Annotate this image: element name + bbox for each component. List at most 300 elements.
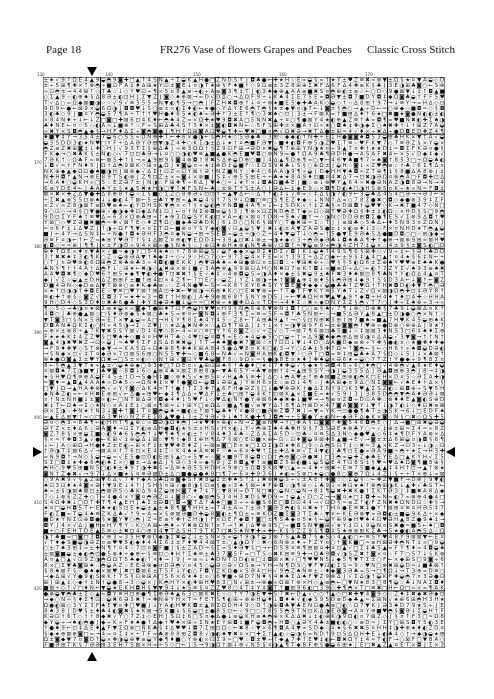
stitch-symbol: ← [55, 232, 60, 238]
stitch-symbol: D [337, 186, 341, 192]
stitch-symbol: ■ [256, 437, 261, 443]
stitch-symbol: ◘ [250, 77, 254, 83]
stitch-symbol: ♦ [95, 300, 100, 306]
stitch-symbol: Ə [176, 460, 180, 466]
stitch-symbol: ± [135, 460, 140, 466]
stitch-symbol: ≡ [325, 289, 330, 295]
stitch-symbol: ◘ [285, 408, 289, 415]
stitch-symbol: ≈ [319, 409, 324, 415]
stitch-symbol: ∆ [158, 146, 163, 152]
stitch-symbol: ▲ [84, 477, 89, 483]
stitch-symbol: ⊞ [72, 146, 77, 152]
stitch-symbol: 4 [216, 431, 220, 437]
stitch-symbol: 4 [435, 129, 439, 135]
stitch-symbol: § [337, 260, 340, 266]
stitch-symbol: ♥ [365, 323, 370, 329]
stitch-symbol: Y [359, 312, 364, 318]
stitch-symbol: E [239, 152, 243, 158]
stitch-symbol: ♠ [210, 272, 215, 278]
stitch-symbol: ∞ [204, 454, 209, 460]
stitch-symbol: 4 [188, 334, 192, 340]
stitch-symbol: ↑ [107, 272, 112, 278]
stitch-symbol: Ω [222, 323, 226, 329]
stitch-symbol: Y [428, 140, 433, 146]
stitch-symbol: D [141, 203, 145, 209]
stitch-symbol: ◓ [245, 306, 250, 312]
stitch-symbol: ‡ [154, 340, 157, 346]
stitch-symbol: Ə [159, 420, 163, 426]
stitch-symbol: A [429, 374, 433, 380]
stitch-symbol: ∞ [130, 243, 135, 249]
stitch-symbol: Σ [216, 392, 220, 398]
stitch-symbol: K [245, 414, 249, 420]
stitch-symbol: † [309, 203, 312, 209]
stitch-symbol: N [429, 180, 433, 186]
stitch-symbol: ◓ [279, 414, 284, 420]
stitch-symbol: ◐ [187, 294, 192, 300]
stitch-symbol: ⊡ [262, 163, 267, 169]
stitch-symbol: ÷ [394, 249, 399, 255]
stitch-symbol: ◐ [118, 197, 123, 203]
stitch-symbol: → [400, 443, 405, 449]
stitch-symbol: ▼ [262, 403, 267, 409]
stitch-symbol: ☆ [221, 272, 226, 278]
stitch-symbol: Y [256, 294, 261, 300]
stitch-symbol: ◙ [187, 380, 192, 386]
stitch-symbol: K [142, 283, 146, 289]
stitch-symbol: A [101, 414, 105, 420]
stitch-symbol: ◑ [61, 340, 66, 346]
stitch-symbol: ♣ [78, 157, 83, 163]
stitch-symbol: ★ [210, 117, 215, 123]
stitch-symbol: × [61, 192, 66, 198]
stitch-symbol: ○ [308, 306, 313, 312]
stitch-symbol: T [164, 272, 169, 278]
stitch-symbol: S [216, 175, 220, 181]
stitch-symbol: 8 [371, 272, 375, 278]
stitch-symbol: ⊠ [250, 214, 255, 220]
stitch-symbol: ◘ [239, 271, 243, 278]
stitch-symbol: ↓ [153, 431, 158, 437]
stitch-symbol: ⊠ [153, 243, 158, 249]
stitch-symbol: § [119, 329, 122, 335]
stitch-symbol: 5 [239, 175, 242, 181]
stitch-symbol: T [313, 129, 318, 135]
stitch-symbol: Ə [49, 449, 53, 455]
stitch-symbol: T [89, 346, 94, 352]
stitch-symbol: Z [170, 169, 174, 175]
stitch-symbol: ▼ [90, 249, 95, 255]
stitch-symbol: ⊕ [302, 83, 307, 89]
stitch-symbol: ◘ [256, 465, 260, 472]
stitch-symbol: □ [216, 471, 221, 477]
stitch-symbol: Σ [56, 409, 60, 415]
stitch-symbol: ★ [279, 175, 284, 181]
stitch-symbol: ÷ [135, 129, 140, 135]
stitch-symbol: J [159, 323, 162, 329]
stitch-symbol: 6 [119, 300, 123, 306]
stitch-symbol: ↓ [319, 266, 324, 272]
stitch-symbol: ★ [239, 180, 244, 186]
stitch-symbol: ☆ [118, 266, 123, 272]
stitch-symbol: ÷ [107, 323, 112, 329]
stitch-symbol: Y [325, 409, 330, 415]
stitch-symbol: ◒ [222, 209, 227, 215]
stitch-symbol: † [263, 323, 266, 329]
stitch-symbol: J [417, 369, 420, 375]
stitch-symbol: ☆ [394, 209, 399, 215]
stitch-symbol: J [136, 300, 139, 306]
stitch-symbol: ← [354, 192, 359, 198]
stitch-symbol: ◙ [43, 431, 48, 437]
stitch-symbol: ◆ [440, 340, 445, 346]
stitch-symbol: 3 [297, 112, 300, 118]
stitch-symbol: ♥ [130, 340, 135, 346]
stitch-symbol: F [314, 323, 317, 329]
stitch-symbol: 8 [245, 346, 249, 352]
stitch-symbol: ◐ [101, 420, 106, 426]
stitch-symbol: ♥ [279, 466, 284, 472]
stitch-symbol: 9 [228, 466, 232, 472]
stitch-symbol: ♠ [267, 89, 272, 95]
stitch-symbol: ⊗ [377, 186, 382, 192]
stitch-symbol: 7 [291, 409, 294, 415]
stitch-symbol: ∞ [296, 466, 301, 472]
stitch-symbol: ♠ [325, 380, 330, 386]
stitch-symbol: ☆ [325, 260, 330, 266]
stitch-symbol: ▼ [222, 369, 227, 375]
stitch-symbol: □ [250, 443, 255, 449]
stitch-symbol: ★ [141, 312, 146, 318]
stitch-symbol: 8 [176, 89, 180, 95]
stitch-symbol: ✚ [250, 471, 255, 477]
stitch-symbol: ± [302, 374, 307, 380]
stitch-symbol: H [164, 334, 168, 340]
stitch-symbol: ▼ [268, 306, 273, 312]
stitch-symbol: ▲ [187, 197, 192, 203]
stitch-symbol: D [411, 477, 415, 483]
stitch-symbol: E [291, 283, 295, 289]
stitch-symbol: Y [118, 386, 123, 392]
stitch-symbol: × [101, 243, 106, 249]
stitch-symbol: ⊕ [227, 157, 232, 163]
stitch-symbol: † [148, 254, 151, 260]
stitch-symbol: ⊡ [49, 483, 54, 489]
stitch-symbol: ◓ [359, 300, 364, 306]
stitch-symbol: ★ [411, 340, 416, 346]
stitch-symbol: Σ [308, 83, 312, 89]
stitch-symbol: ◑ [78, 306, 83, 312]
stitch-symbol: ⊕ [354, 471, 359, 477]
stitch-symbol: D [50, 214, 54, 220]
stitch-symbol: ■ [330, 374, 335, 380]
stitch-symbol: ¶ [262, 414, 265, 420]
stitch-symbol: Z [389, 266, 393, 272]
stitch-symbol: ♦ [388, 220, 393, 226]
stitch-symbol: † [177, 437, 180, 443]
stitch-symbol: ← [170, 226, 175, 232]
stitch-symbol: ✖ [210, 157, 215, 163]
stitch-symbol: ⊞ [147, 214, 152, 220]
stitch-symbol: ⊡ [365, 397, 370, 403]
stitch-symbol: ◙ [216, 454, 221, 460]
stitch-symbol: ◙ [175, 83, 180, 89]
stitch-symbol: ∆ [319, 443, 324, 449]
stitch-symbol: ↑ [239, 294, 244, 300]
stitch-symbol: † [56, 471, 59, 477]
stitch-symbol: ⊠ [153, 471, 158, 477]
stitch-symbol: ⊞ [84, 89, 89, 95]
stitch-symbol: 7 [337, 192, 340, 198]
stitch-symbol: ◘ [440, 105, 444, 112]
stitch-symbol: ♣ [285, 163, 290, 169]
stitch-symbol: D [291, 203, 295, 209]
stitch-symbol: S [113, 157, 117, 163]
stitch-symbol: ← [222, 254, 227, 260]
stitch-symbol: ÷ [44, 197, 49, 203]
stitch-symbol: ♠ [181, 243, 186, 249]
stitch-symbol: 9 [61, 466, 65, 472]
stitch-symbol: ▲ [78, 380, 83, 386]
stitch-symbol: § [263, 220, 266, 226]
stitch-symbol: A [297, 89, 301, 95]
stitch-symbol: 5 [56, 83, 59, 89]
stitch-symbol: ☆ [319, 220, 324, 226]
stitch-symbol: † [303, 386, 306, 392]
stitch-symbol: ¶ [245, 209, 248, 215]
stitch-symbol: ▼ [113, 289, 118, 295]
stitch-symbol: 6 [406, 409, 410, 415]
stitch-symbol: × [411, 135, 416, 141]
stitch-symbol: ✖ [388, 123, 393, 129]
stitch-symbol: F [211, 392, 214, 398]
stitch-symbol: ¤ [199, 203, 203, 209]
stitch-symbol: S [331, 443, 335, 449]
stitch-symbol: ✚ [124, 334, 129, 340]
stitch-symbol: ★ [422, 363, 427, 369]
stitch-symbol: ‡ [389, 466, 392, 472]
stitch-symbol: ■ [49, 135, 54, 141]
stitch-symbol: ⊕ [181, 312, 186, 318]
stitch-symbol: ★ [112, 306, 117, 312]
stitch-symbol: ♦ [273, 272, 278, 278]
stitch-symbol: ± [273, 380, 278, 386]
stitch-symbol: ≡ [336, 352, 341, 358]
stitch-symbol: Y [124, 386, 129, 392]
stitch-symbol: ▼ [170, 380, 175, 386]
stitch-symbol: ≈ [285, 152, 290, 158]
stitch-symbol: K [297, 386, 301, 392]
stitch-symbol: ‡ [389, 146, 392, 152]
stitch-symbol: ⊠ [78, 106, 83, 112]
stitch-symbol: ⊡ [285, 340, 290, 346]
stitch-symbol: × [262, 437, 267, 443]
stitch-symbol: ← [181, 289, 186, 295]
stitch-symbol: ‡ [62, 135, 65, 141]
stitch-symbol: † [171, 294, 174, 300]
stitch-symbol: N [44, 169, 48, 175]
stitch-symbol: ♠ [365, 232, 370, 238]
stitch-symbol: E [199, 272, 203, 278]
stitch-symbol: 4 [280, 426, 284, 432]
stitch-symbol: ¤ [50, 420, 54, 426]
stitch-symbol: ✚ [118, 157, 123, 163]
stitch-symbol: ∞ [308, 157, 313, 163]
stitch-symbol: T [147, 306, 152, 312]
stitch-symbol: ∞ [118, 460, 123, 466]
stitch-symbol: ▲ [72, 386, 77, 392]
stitch-symbol: D [417, 129, 421, 135]
stitch-symbol: ✚ [130, 209, 135, 215]
stitch-symbol: H [440, 386, 444, 392]
stitch-symbol: H [107, 146, 111, 152]
stitch-symbol: ∞ [342, 197, 347, 203]
stitch-symbol: □ [239, 289, 244, 295]
stitch-symbol: ○ [176, 192, 181, 198]
stitch-symbol: Ə [325, 237, 329, 243]
stitch-symbol: J [113, 340, 116, 346]
stitch-symbol: D [365, 306, 369, 312]
stitch-symbol: Σ [412, 426, 416, 432]
stitch-symbol: J [96, 226, 99, 232]
stitch-symbol: ◙ [290, 454, 295, 460]
stitch-symbol: → [72, 232, 77, 238]
stitch-symbol: § [171, 157, 174, 163]
stitch-symbol: ♠ [434, 117, 439, 123]
stitch-symbol: × [222, 454, 227, 460]
stitch-symbol: 3 [366, 392, 369, 398]
stitch-symbol: F [366, 140, 369, 146]
stitch-symbol: Z [84, 334, 88, 340]
stitch-symbol: ≈ [227, 232, 232, 238]
stitch-symbol: Σ [406, 214, 410, 220]
stitch-symbol: Z [84, 340, 88, 346]
stitch-symbol: ‡ [165, 254, 168, 260]
stitch-symbol: ∞ [331, 352, 336, 358]
stitch-symbol: ◒ [245, 272, 250, 278]
stitch-symbol: ∞ [170, 106, 175, 112]
stitch-symbol: ± [319, 414, 324, 420]
stitch-symbol: ◆ [61, 169, 66, 175]
stitch-symbol: ¤ [84, 112, 88, 118]
stitch-symbol: ✚ [423, 117, 428, 123]
stitch-symbol: Ə [44, 409, 48, 415]
stitch-symbol: ⊗ [95, 386, 100, 392]
stitch-symbol: Σ [165, 192, 169, 198]
stitch-symbol: 9 [234, 266, 238, 272]
stitch-symbol: K [188, 260, 192, 266]
stitch-symbol: 5 [90, 163, 93, 169]
stitch-symbol: S [199, 466, 203, 472]
stitch-symbol: ∆ [416, 323, 421, 329]
stitch-symbol: Σ [142, 95, 146, 101]
stitch-symbol: ♥ [365, 431, 370, 437]
stitch-symbol: → [245, 146, 250, 152]
stitch-symbol: ÷ [113, 226, 118, 232]
stitch-symbol: Σ [435, 357, 439, 363]
stitch-symbol: ✖ [296, 220, 301, 226]
chart-grid [43, 77, 445, 648]
stitch-symbol: × [216, 306, 221, 312]
stitch-symbol: ◆ [101, 352, 106, 358]
stitch-symbol: ○ [325, 254, 330, 260]
stitch-symbol: ∆ [100, 192, 105, 198]
stitch-symbol: ♥ [95, 272, 100, 278]
stitch-symbol: N [251, 220, 255, 226]
stitch-symbol: 8 [337, 471, 341, 477]
stitch-symbol: ◑ [78, 203, 83, 209]
stitch-symbol: ¶ [165, 431, 168, 437]
stitch-symbol: Y [66, 232, 71, 238]
stitch-symbol: ✚ [67, 192, 72, 198]
stitch-symbol: ✚ [371, 249, 376, 255]
stitch-symbol: ◘ [406, 179, 410, 186]
stitch-symbol: S [44, 460, 48, 466]
stitch-symbol: ♦ [147, 220, 152, 226]
stitch-symbol: ◇ [216, 254, 221, 260]
stitch-symbol: ◓ [170, 203, 175, 209]
stitch-symbol: ◒ [44, 140, 49, 146]
stitch-symbol: ≈ [423, 426, 428, 432]
stitch-symbol: ♠ [204, 471, 209, 477]
stitch-symbol: F [429, 186, 432, 192]
stitch-symbol: ◑ [107, 226, 112, 232]
stitch-symbol: ← [61, 106, 66, 112]
stitch-symbol: F [234, 146, 237, 152]
stitch-symbol: ♠ [49, 357, 54, 363]
stitch-symbol: ✖ [107, 357, 112, 363]
stitch-symbol: ▲ [365, 312, 370, 318]
stitch-symbol: § [136, 340, 139, 346]
stitch-symbol: 7 [291, 266, 294, 272]
stitch-symbol: ÷ [417, 386, 422, 392]
stitch-symbol: ● [164, 243, 169, 249]
stitch-symbol: S [239, 135, 243, 141]
stitch-symbol: ♦ [130, 477, 135, 483]
stitch-symbol: Z [61, 392, 65, 398]
column-number: 140 [105, 72, 113, 77]
stitch-symbol: ☆ [135, 192, 140, 198]
stitch-symbol: ● [112, 209, 117, 215]
stitch-symbol: F [44, 152, 47, 158]
stitch-symbol: 4 [90, 135, 94, 141]
stitch-symbol: A [199, 449, 203, 455]
stitch-symbol: ◓ [285, 209, 290, 215]
stitch-symbol: ▲ [434, 89, 439, 95]
stitch-symbol: ♣ [107, 89, 112, 95]
stitch-symbol: ◑ [262, 272, 267, 278]
stitch-symbol: ← [204, 443, 209, 449]
stitch-symbol: ♦ [382, 329, 387, 335]
stitch-symbol: ◆ [147, 283, 152, 289]
stitch-symbol: ± [95, 152, 100, 158]
stitch-symbol: ¶ [440, 129, 443, 135]
stitch-symbol: ÷ [336, 466, 341, 472]
stitch-symbol: ⊠ [49, 220, 54, 226]
stitch-symbol: ≈ [141, 317, 146, 323]
stitch-symbol: N [50, 454, 54, 460]
stitch-symbol: 5 [239, 369, 242, 375]
stitch-symbol: F [435, 409, 438, 415]
stitch-symbol: ✚ [256, 414, 261, 420]
stitch-symbol: ≡ [49, 237, 54, 243]
stitch-symbol: ∆ [273, 403, 278, 409]
stitch-symbol: ≈ [319, 392, 324, 398]
stitch-symbol: ✚ [273, 77, 278, 83]
stitch-symbol: ♦ [112, 466, 117, 472]
stitch-symbol: ▲ [67, 380, 72, 386]
stitch-symbol: ⊡ [164, 209, 169, 215]
